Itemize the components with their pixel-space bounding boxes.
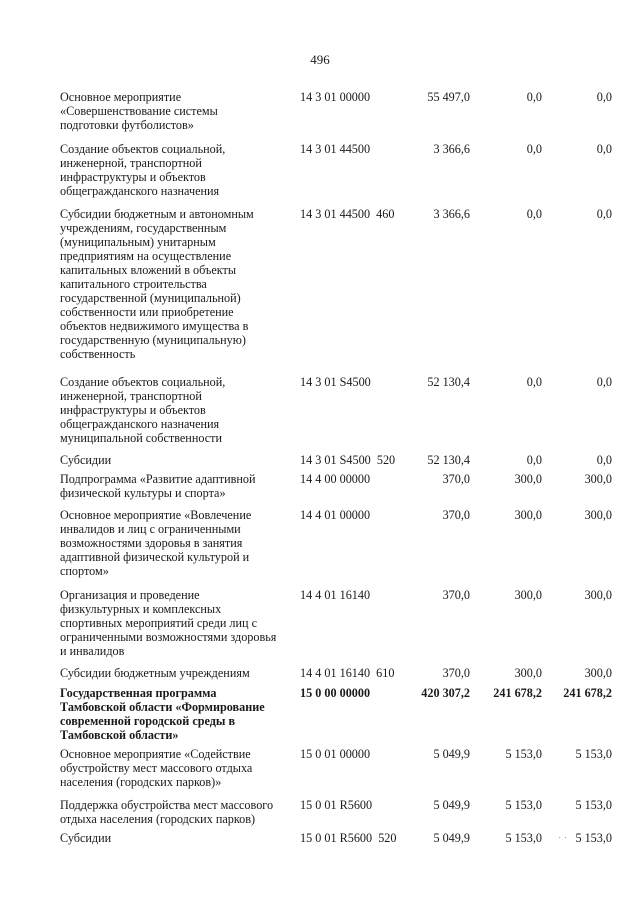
row-value-1: 370,0 bbox=[442, 666, 470, 680]
row-value-1: 420 307,2 bbox=[421, 686, 470, 700]
row-code: 14 3 01 44500 460 bbox=[300, 207, 395, 221]
row-value-1: 52 130,4 bbox=[427, 375, 470, 389]
row-code: 15 0 01 R5600 bbox=[300, 798, 373, 812]
row-name: Основное мероприятие «Содействие обустройству мест массового отдыха населения (городских парков)» bbox=[60, 747, 253, 789]
row-name: Создание объектов социальной, инженерной, транспортной инфраструктуры и объектов общегражданского назначения bbox=[60, 142, 226, 198]
row-code: 15 0 01 R5600 520 bbox=[300, 831, 397, 845]
row-value-2: 0,0 bbox=[526, 453, 542, 467]
row-name: Организация и проведение физкультурных и комплексных спортивных мероприятий среди лиц с ограниченными возможностями здоровья и инвалидов bbox=[60, 588, 277, 658]
row-value-3: 5 153,0 bbox=[575, 747, 612, 761]
row-value-3: 241 678,2 bbox=[563, 686, 612, 700]
row-name: Основное мероприятие «Совершенствование системы подготовки футболистов» bbox=[60, 90, 218, 132]
row-value-2: 0,0 bbox=[526, 90, 542, 104]
row-code: 14 4 01 16140 610 bbox=[300, 666, 395, 680]
row-name: Субсидии бюджетным и автономным учреждениям, государственным (муниципальным) унитарным предприятиям на осуществление капитальных вложений в объекты капитального строительства государственной (муниципальной) собственности или приобретение объектов недвижимого имущества в государственную (муниципальную) собственность bbox=[60, 207, 254, 361]
row-value-1: 5 049,9 bbox=[433, 831, 470, 845]
row-name: Основное мероприятие «Вовлечение инвалидов и лиц с ограниченными возможностями здоровья в занятия адаптивной физической культурой и спортом» bbox=[60, 508, 252, 578]
scan-speck: ˙ ˙ bbox=[558, 836, 568, 847]
row-value-1: 5 049,9 bbox=[433, 798, 470, 812]
row-value-1: 3 366,6 bbox=[433, 207, 470, 221]
row-name: Поддержка обустройства мест массового отдыха населения (городских парков) bbox=[60, 798, 274, 826]
row-value-3: 0,0 bbox=[596, 453, 612, 467]
row-value-1: 3 366,6 bbox=[433, 142, 470, 156]
row-value-3: 0,0 bbox=[596, 142, 612, 156]
row-name: Субсидии bbox=[60, 453, 112, 467]
row-value-1: 5 049,9 bbox=[433, 747, 470, 761]
row-code: 14 3 01 44500 bbox=[300, 142, 371, 156]
page-number: 496 bbox=[310, 52, 330, 67]
row-value-3: 0,0 bbox=[596, 375, 612, 389]
row-value-3: 300,0 bbox=[584, 588, 612, 602]
row-name: Создание объектов социальной, инженерной, транспортной инфраструктуры и объектов общегражданского назначения муниципальной собственности bbox=[60, 375, 226, 445]
row-name: Субсидии bbox=[60, 831, 112, 845]
row-value-3: 5 153,0 bbox=[575, 798, 612, 812]
row-value-2: 0,0 bbox=[526, 142, 542, 156]
row-code: 14 4 01 16140 bbox=[300, 588, 371, 602]
row-value-3: 5 153,0 bbox=[575, 831, 612, 845]
row-value-3: 300,0 bbox=[584, 508, 612, 522]
row-name: Подпрограмма «Развитие адаптивной физической культуры и спорта» bbox=[60, 472, 256, 500]
row-value-2: 5 153,0 bbox=[505, 831, 542, 845]
row-value-3: 300,0 bbox=[584, 666, 612, 680]
row-value-3: 300,0 bbox=[584, 472, 612, 486]
row-code: 15 0 01 00000 bbox=[300, 747, 371, 761]
row-value-1: 55 497,0 bbox=[427, 90, 470, 104]
row-value-2: 0,0 bbox=[526, 207, 542, 221]
row-value-2: 300,0 bbox=[514, 666, 542, 680]
row-name: Государственная программа Тамбовской области «Формирование современной городской среды в Тамбовской области» bbox=[60, 686, 265, 742]
row-value-1: 370,0 bbox=[442, 472, 470, 486]
row-value-3: 0,0 bbox=[596, 207, 612, 221]
row-value-2: 0,0 bbox=[526, 375, 542, 389]
row-value-1: 52 130,4 bbox=[427, 453, 470, 467]
row-code: 14 3 01 S4500 bbox=[300, 375, 371, 389]
row-code: 14 3 01 00000 bbox=[300, 90, 371, 104]
row-value-1: 370,0 bbox=[442, 588, 470, 602]
row-code: 15 0 00 00000 bbox=[300, 686, 371, 700]
row-value-1: 370,0 bbox=[442, 508, 470, 522]
row-value-3: 0,0 bbox=[596, 90, 612, 104]
row-value-2: 5 153,0 bbox=[505, 798, 542, 812]
row-code: 14 3 01 S4500 520 bbox=[300, 453, 396, 467]
row-value-2: 300,0 bbox=[514, 508, 542, 522]
row-code: 14 4 00 00000 bbox=[300, 472, 371, 486]
row-name: Субсидии бюджетным учреждениям bbox=[60, 666, 250, 680]
row-code: 14 4 01 00000 bbox=[300, 508, 371, 522]
row-value-2: 241 678,2 bbox=[493, 686, 542, 700]
row-value-2: 5 153,0 bbox=[505, 747, 542, 761]
row-value-2: 300,0 bbox=[514, 588, 542, 602]
row-value-2: 300,0 bbox=[514, 472, 542, 486]
